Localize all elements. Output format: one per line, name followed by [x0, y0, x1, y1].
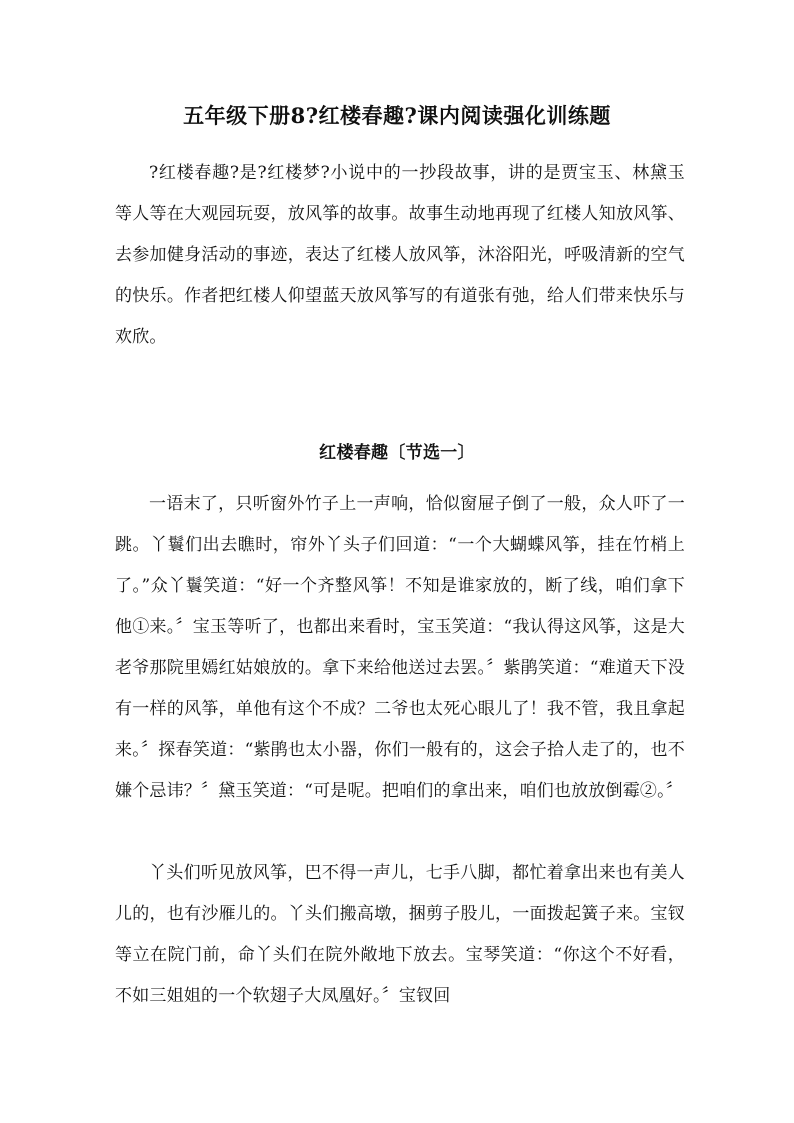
body-paragraph: 一语末了，只听窗外竹子上一声响，恰似窗屉子倒了一般，众人吓了一跳。丫鬟们出去瞧时，帘外丫头子们回道：“一个大蝴蝶风筝，挂在竹梢上了。”众丫鬟笑道：“好一个齐整风筝！不知是谁家放的，断了线，咱们拿下他①来。〞宝玉等听了，也都出来看时，宝玉笑道：“我认得这风筝，这是大老爷那院里嫣红姑娘放的。拿下来给他送过去罢。〞紫鹃笑道：“难道天下没有一样的风筝，单他有这个不成？二爷也太死心眼儿了！我不管，我且拿起来。〞探春笑道：“紫鹃也太小器，你们一般有的，这会子拾人走了的，也不嫌个忌讳？〞黛玉笑道：“可是呢。把咱们的拿出来，咱们也放放倒霉②。〞	[115, 494, 685, 801]
section-title: 红楼春趣〔节选一〕	[319, 443, 475, 463]
intro-paragraph: ?红楼春趣?是?红楼梦?小说中的一抄段故事，讲的是贾宝玉、林黛玉等人等在大观园玩耍，放风筝的故事。故事生动地再现了红楼人知放风筝、去参加健身活动的事迹，表达了红楼人放风筝，沐浴阳光，呼吸清新的空气的快乐。作者把红楼人仰望蓝天放风筝写的有道张有弛，给人们带来快乐与欢欣。	[115, 163, 685, 347]
document-title: 五年级下册8?红楼春趣?课内阅读强化训练题	[183, 103, 611, 128]
body-paragraph: 丫头们听见放风筝，巴不得一声儿，七手八脚，都忙着拿出来也有美人儿的，也有沙雁儿的。丫头们搬高墩，捆剪子股儿，一面拨起簧子来。宝钗等立在院门前，命丫头们在院外敞地下放去。宝琴笑道：“你这个不好看，不如三姐姐的一个软翅子大凤凰好。〞宝钗回	[115, 863, 685, 1006]
